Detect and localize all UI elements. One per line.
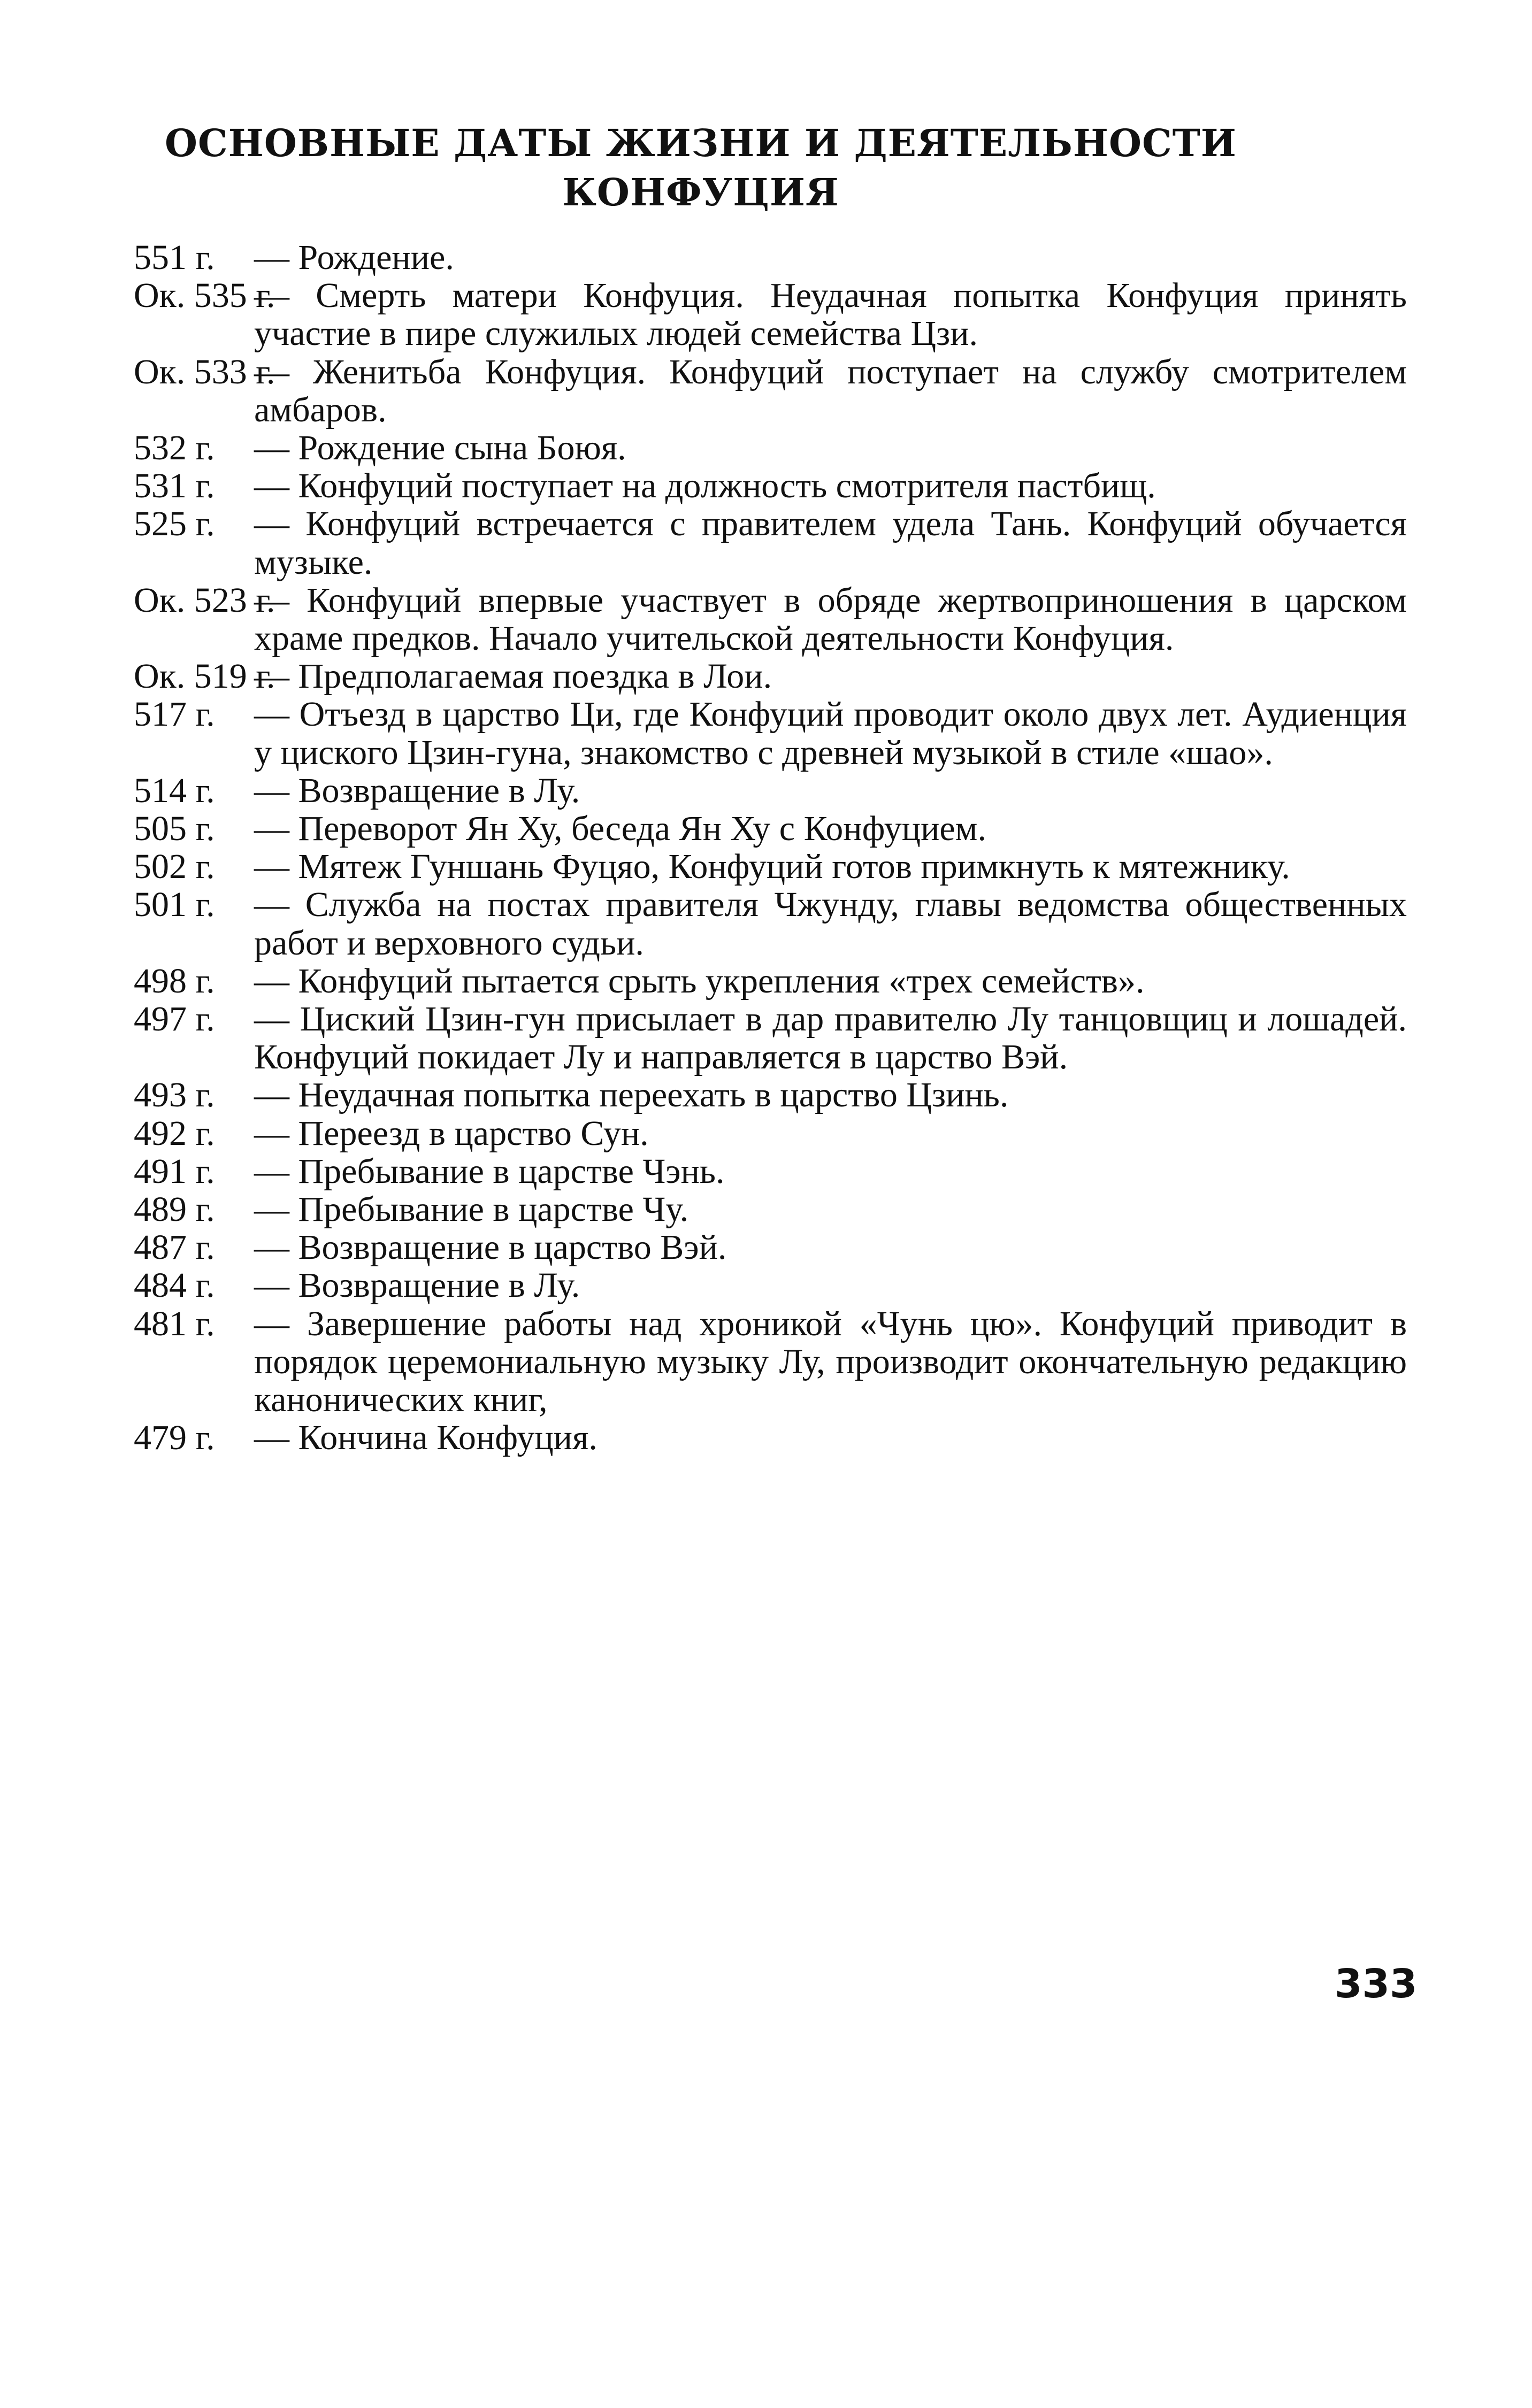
chronology-entry bbox=[134, 239, 1407, 276]
entry-date: 532 г. bbox=[134, 428, 215, 468]
entry-text: — Возвращение в Лу. bbox=[254, 771, 580, 810]
chronology-entry bbox=[134, 1228, 1407, 1266]
chronology-entry bbox=[134, 467, 1407, 505]
chronology-entry bbox=[134, 962, 1407, 1000]
entry-text: — Пребывание в царстве Чэнь. bbox=[254, 1151, 725, 1191]
chronology-entry bbox=[134, 1152, 1407, 1190]
entry-text: — Служба на постах правителя Чжунду, главы ведомства общественных работ и верховного судьи. bbox=[254, 885, 1407, 963]
entry-date: Ок. 523 г. bbox=[134, 580, 275, 620]
page-title bbox=[134, 119, 1268, 217]
entry-date: 498 г. bbox=[134, 961, 215, 1001]
entry-text: — Завершение работы над хроникой «Чунь цю». Конфуций приводит в порядок церемониальную музыку Лу, производит окончательную редакцию канонических книг, bbox=[254, 1304, 1407, 1420]
entry-date: 525 г. bbox=[134, 504, 215, 544]
entry-date: 505 г. bbox=[134, 809, 215, 849]
entry-date: 497 г. bbox=[134, 999, 215, 1039]
entry-date: 487 г. bbox=[134, 1228, 215, 1267]
entry-date: 492 г. bbox=[134, 1113, 215, 1153]
chronology-entry bbox=[134, 1266, 1407, 1304]
entry-date: 502 г. bbox=[134, 847, 215, 887]
entry-text: — Конфуций впервые участвует в обряде жертвоприношения в царском храме предков. Начало учительской деятельности Конфуция. bbox=[254, 580, 1407, 658]
chronology-entry bbox=[134, 1305, 1407, 1419]
entry-date: 493 г. bbox=[134, 1075, 215, 1115]
entry-date: 517 г. bbox=[134, 695, 215, 734]
entry-date: 551 г. bbox=[134, 238, 215, 277]
chronology-list bbox=[134, 239, 1407, 1457]
page-title-line-2: КОНФУЦИЯ bbox=[562, 170, 839, 214]
chronology-entry bbox=[134, 657, 1407, 695]
entry-date: Ок. 519 г. bbox=[134, 657, 275, 696]
entry-date: 491 г. bbox=[134, 1151, 215, 1191]
entry-text: — Смерть матери Конфуция. Неудачная попытка Конфуция принять участие в пире служилых людей семейства Цзи. bbox=[254, 276, 1407, 353]
chronology-entry bbox=[134, 695, 1407, 771]
entry-text: — Конфуций поступает на должность смотрителя пастбищ. bbox=[254, 466, 1156, 506]
chronology-entry bbox=[134, 353, 1407, 429]
entry-date: 484 г. bbox=[134, 1266, 215, 1305]
chronology-entry bbox=[134, 1076, 1407, 1114]
entry-text: — Пребывание в царстве Чу. bbox=[254, 1190, 689, 1229]
entry-text: — Конфуций пытается срыть укрепления «трех семейств». bbox=[254, 961, 1145, 1001]
page-number: 333 bbox=[1335, 1961, 1418, 2007]
entry-text: — Женитьба Конфуция. Конфуций поступает на службу смотрителем амбаров. bbox=[254, 352, 1407, 429]
page-title-line-1: ОСНОВНЫЕ ДАТЫ ЖИЗНИ И ДЕЯТЕЛЬНОСТИ bbox=[165, 121, 1237, 165]
chronology-entry bbox=[134, 1419, 1407, 1457]
entry-text: — Переезд в царство Сун. bbox=[254, 1113, 649, 1153]
chronology-entry bbox=[134, 581, 1407, 657]
entry-date: 481 г. bbox=[134, 1304, 215, 1343]
chronology-entry bbox=[134, 1114, 1407, 1152]
entry-date: 531 г. bbox=[134, 466, 215, 506]
chronology-entry bbox=[134, 429, 1407, 467]
entry-text: — Возвращение в царство Вэй. bbox=[254, 1228, 727, 1267]
chronology-entry bbox=[134, 505, 1407, 581]
entry-date: 514 г. bbox=[134, 771, 215, 810]
chronology-entry bbox=[134, 1000, 1407, 1076]
chronology-entry bbox=[134, 276, 1407, 352]
entry-date: Ок. 535 г. bbox=[134, 276, 275, 316]
chronology-entry bbox=[134, 848, 1407, 886]
entry-text: — Предполагаемая поездка в Лои. bbox=[254, 657, 772, 696]
entry-text: — Рождение. bbox=[254, 238, 454, 277]
entry-date: 489 г. bbox=[134, 1190, 215, 1229]
chronology-entry bbox=[134, 886, 1407, 961]
entry-date: 479 г. bbox=[134, 1418, 215, 1458]
entry-text: — Кончина Конфуция. bbox=[254, 1418, 598, 1458]
chronology-entry bbox=[134, 810, 1407, 848]
entry-text: — Рождение сына Боюя. bbox=[254, 428, 626, 468]
entry-text: — Циский Цзин-гун присылает в дар правителю Лу танцовщиц и лошадей. Конфуций покидает Лу и направляется в царство Вэй. bbox=[254, 999, 1407, 1077]
entry-text: — Отъезд в царство Ци, где Конфуций проводит около двух лет. Аудиенция у циского Цзин-гуна, знакомство с древней музыкой в стиле «шао». bbox=[254, 695, 1407, 772]
chronology-entry bbox=[134, 1190, 1407, 1228]
entry-text: — Переворот Ян Ху, беседа Ян Ху с Конфуцием. bbox=[254, 809, 986, 849]
chronology-entry bbox=[134, 772, 1407, 810]
entry-text: — Мятеж Гуншань Фуцяо, Конфуций готов примкнуть к мятежнику. bbox=[254, 847, 1290, 887]
entry-date: 501 г. bbox=[134, 885, 215, 925]
entry-date: Ок. 533 г. bbox=[134, 352, 275, 391]
entry-text: — Возвращение в Лу. bbox=[254, 1266, 580, 1305]
entry-text: — Неудачная попытка переехать в царство Цзинь. bbox=[254, 1075, 1009, 1115]
entry-text: — Конфуций встречается с правителем удела Тань. Конфуций обучается музыке. bbox=[254, 504, 1407, 582]
